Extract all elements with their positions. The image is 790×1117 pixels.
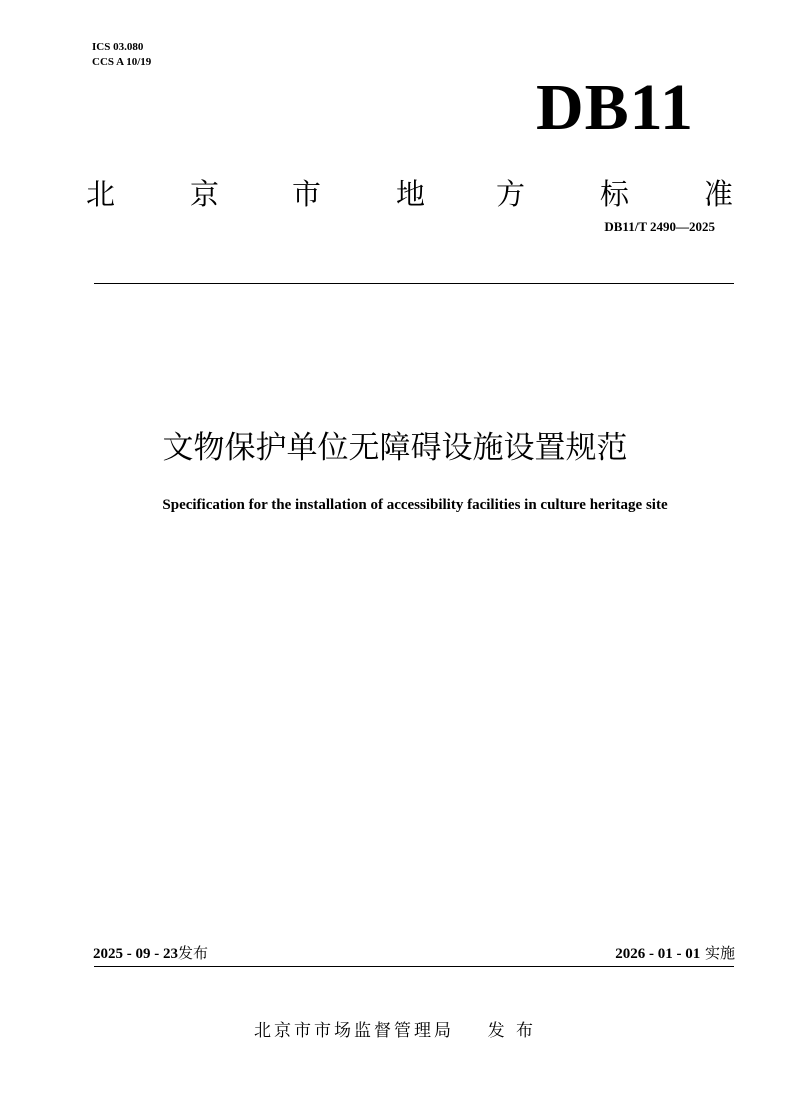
publish-date-block [93,942,208,965]
standard-mark: DB11 [535,71,694,144]
implement-date-block [615,942,735,965]
standard-number: DB11/T 2490—2025 [604,219,715,234]
standard-type-char: 地 [396,177,426,211]
header-divider [94,283,734,284]
standard-type-char: 京 [190,177,220,211]
standard-type-char: 准 [704,177,734,211]
publish-date: 2025 - 09 - 23 [93,946,178,962]
standard-type-char: 市 [292,177,322,211]
standard-type-char: 方 [496,177,526,211]
standard-type-char: 北 [86,177,116,211]
ics-code: ICS 03.080 [92,41,144,53]
standard-type-heading [82,172,746,216]
title-english: Specification for the installation of accessibility facilities in culture heritage site [162,497,668,513]
classification-codes [92,40,151,70]
implement-date: 2026 - 01 - 01 [615,946,701,962]
title-chinese: 文物保护单位无障碍设施设置规范 [162,430,628,466]
implement-label: 实施 [704,944,735,962]
publisher-line [0,1019,790,1043]
standard-type-char: 标 [600,177,630,211]
publish-label: 发布 [178,944,209,962]
publisher-name: 北京市市场监督管理局 [253,1021,454,1041]
publisher-action: 发 布 [487,1021,537,1041]
footer-divider [94,966,734,967]
ccs-code: CCS A 10/19 [92,56,152,68]
